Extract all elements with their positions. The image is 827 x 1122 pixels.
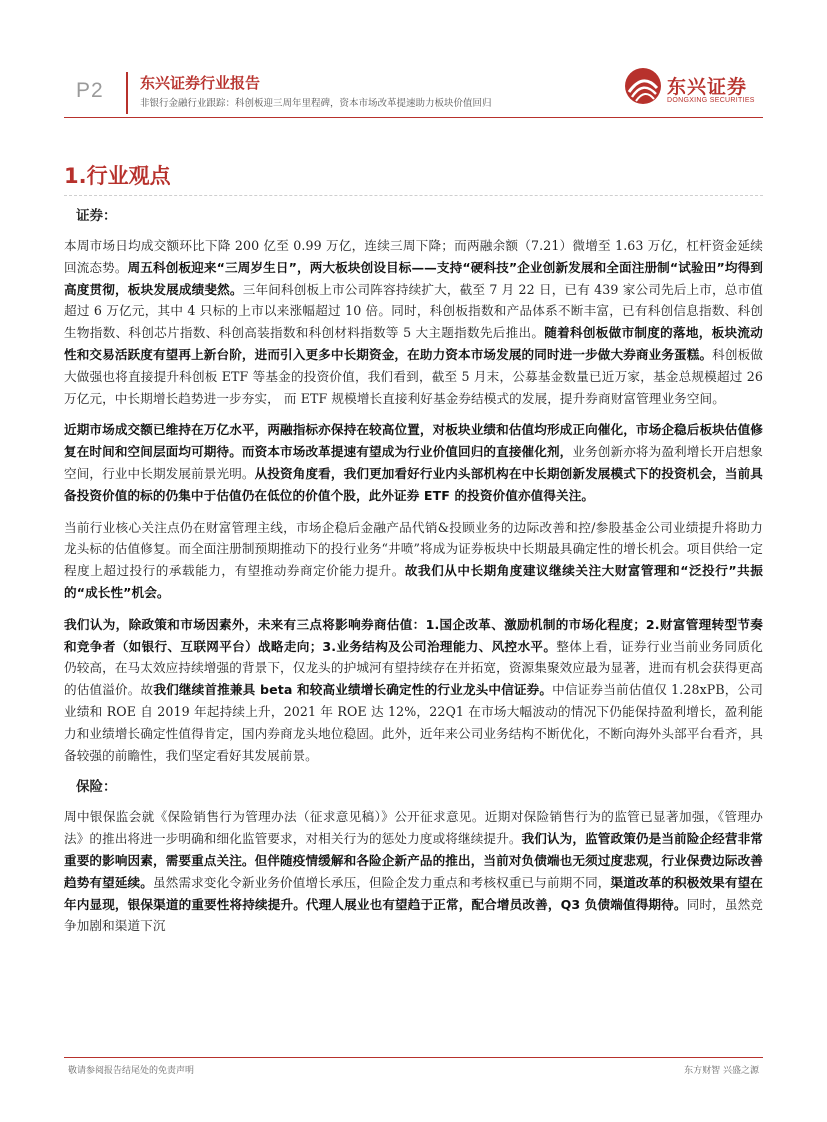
body-text: 本周市场日均成交额环比下降 200 亿至 0.99 万亿，连续三周下降；而两融余额（7.21）微增至 1.63 万亿，杠杆资金延续回流态势。 bbox=[64, 238, 763, 275]
emphasis-text: 我们继续首推兼具 beta 和较高业绩增长确定性的行业龙头中信证券。 bbox=[153, 682, 553, 698]
report-body bbox=[64, 205, 763, 947]
section-divider bbox=[64, 195, 763, 196]
securities-paragraph-2 bbox=[64, 419, 763, 506]
body-text: 周中银保监会就《保险销售行为管理办法（征求意见稿）》公开征求意见。近期对保险销售行为的监管已显著加强，《管理办法》的推出将进一步明确和细化监管要求，对相关行为的惩处力度或将继续提升。 bbox=[64, 809, 763, 847]
logo-text-en: DONGXING SECURITIES bbox=[667, 97, 755, 104]
emphasis-text: 故我们从中长期角度建议继续关注大财富管理和“泛投行”共振的“成长性”机会。 bbox=[64, 563, 763, 600]
body-text: 三年间科创板上市公司阵容持续扩大，截至 7 月 22 日，已有 439 家公司先后上市，总市值超过 6 万亿元，其中 4 只标的上市以来涨幅超过 10 倍。同时，科创板指数和产品体系不断丰富，已有科创信息指数、科创生物指数、科创芯片指数、科创高装指数和科创材料指数等 5 大主题指数先后推出。 bbox=[64, 281, 764, 341]
emphasis-text: 随着科创板做市制度的落地，板块流动性和交易活跃度有望再上新台阶，进而引入更多中长期资金，在助力资本市场发展的同时进一步做大券商业务蛋糕。 bbox=[64, 325, 763, 362]
body-text: 虽然需求变化令新业务价值增长承压，但险企发力重点和考核权重已与前期不同， bbox=[152, 874, 611, 890]
emphasis-text: 我们认为，监管政策仍是当前险企经营非常重要的影响因素，需要重点关注。但伴随疫情缓解和各险企新产品的推出，当前对负债端也无须过度悲观，行业保费边际改善趋势有望延续。 bbox=[64, 831, 763, 890]
report-subtitle: 非银行金融行业跟踪：科创板迎三周年里程碑，资本市场改革提速助力板块价值回归 bbox=[140, 98, 492, 109]
logo-emblem-icon bbox=[623, 66, 663, 106]
section-title: 1.行业观点 bbox=[64, 164, 171, 188]
report-title: 东兴证券行业报告 bbox=[140, 74, 261, 92]
insurance-heading: 保险： bbox=[76, 779, 117, 796]
header-rule bbox=[64, 117, 763, 118]
emphasis-text: 从投资角度看，我们更加看好行业内头部机构在中长期创新发展模式下的投资机会，当前具备投资价值的标的仍集中于估值仍在低位的价值个股，此外证券 ETF 的投资价值亦值得关注。 bbox=[64, 465, 763, 503]
footer-disclaimer: 敬请参阅报告结尾处的免责声明 bbox=[68, 1066, 195, 1076]
emphasis-text: 近期市场成交额已维持在万亿水平，两融指标亦保持在较高位置，对板块业绩和估值均形成正向催化，市场企稳后板块估值修复在时间和空间层面均可期待。而资本市场改革提速有望成为行业价值回归的直接催化剂， bbox=[64, 422, 763, 460]
footer-rule bbox=[64, 1057, 763, 1058]
securities-paragraph-4 bbox=[64, 614, 763, 767]
header-divider bbox=[126, 72, 128, 114]
insurance-paragraph-1 bbox=[64, 806, 763, 937]
logo-text-cn: 东兴证券 bbox=[667, 76, 748, 98]
emphasis-text: 我们认为，除政策和市场因素外，未来有三点将影响券商估值：1.国企改革、激励机制的市场化程度；2.财富管理转型节奏和竞争者（如银行、互联网平台）战略走向；3.业务结构及公司治理能力、风控水平。 bbox=[64, 616, 763, 654]
body-text: 业务创新亦将为盈利增长开启想象空间，行业中长期发展前景光明。 bbox=[64, 444, 763, 481]
page-header bbox=[64, 0, 763, 112]
body-text: 整体上看，证券行业当前业务同质化仍较高，在马太效应持续增强的背景下，仅龙头的护城河有望持续存在并拓宽，资源集聚效应最为显著，进而有机会获得更高的估值溢价。故 bbox=[64, 638, 763, 698]
body-text: 当前行业核心关注点仍在财富管理主线，市场企稳后金融产品代销&投顾业务的边际改善和控/参股基金公司业绩提升将助力龙头标的估值修复。而全面注册制预期推动下的投行业务“井喷”将成为证券板块中长期最具确定性的增长机会。项目供给一定程度上超过投行的承载能力，有望推动券商定价能力提升。 bbox=[64, 519, 763, 579]
emphasis-text: 周五科创板迎来“三周岁生日”，两大板块创设目标——支持“硬科技”企业创新发展和全面注册制“试验田”均得到高度贯彻，板块发展成绩斐然。 bbox=[64, 259, 763, 297]
page-number: P2 bbox=[76, 79, 104, 102]
securities-heading: 证券： bbox=[76, 208, 117, 224]
emphasis-text: 渠道改革的积极效果有望在年内显现，银保渠道的重要性将持续提升。代理人展业也有望趋于正常，配合增员改善，Q3 负债端值得期待。 bbox=[64, 874, 763, 912]
body-text: 同时，虽然竞争加剧和渠道下沉 bbox=[64, 896, 763, 934]
securities-paragraph-1 bbox=[64, 235, 763, 409]
body-text: 科创板做大做强也将直接提升科创板 ETF 等基金的投资价值，我们看到，截至 5 月末，公募基金数量已近万家，基金总规模超过 26 万亿元，中长期增长趋势进一步夯实， 而 ETF 规模增长直接利好基金券结模式的发展，提升券商财富管理业务空间。 bbox=[64, 346, 763, 406]
company-logo bbox=[623, 66, 763, 112]
footer-slogan: 东方财智 兴盛之源 bbox=[684, 1066, 759, 1076]
securities-paragraph-3 bbox=[64, 517, 763, 604]
body-text: 中信证券当前估值仅 1.28xPB，公司业绩和 ROE 自 2019 年起持续上升，2021 年 ROE 达 12%，22Q1 在市场大幅波动的情况下仍能保持盈利增长，盈利能力和业绩增长确定性值得肯定，国内券商龙头地位稳固。此外，近年来公司业务结构不断优化，不断向海外头部平台看齐，具备较强的前瞻性，我们坚定看好其发展前景。 bbox=[64, 682, 764, 763]
